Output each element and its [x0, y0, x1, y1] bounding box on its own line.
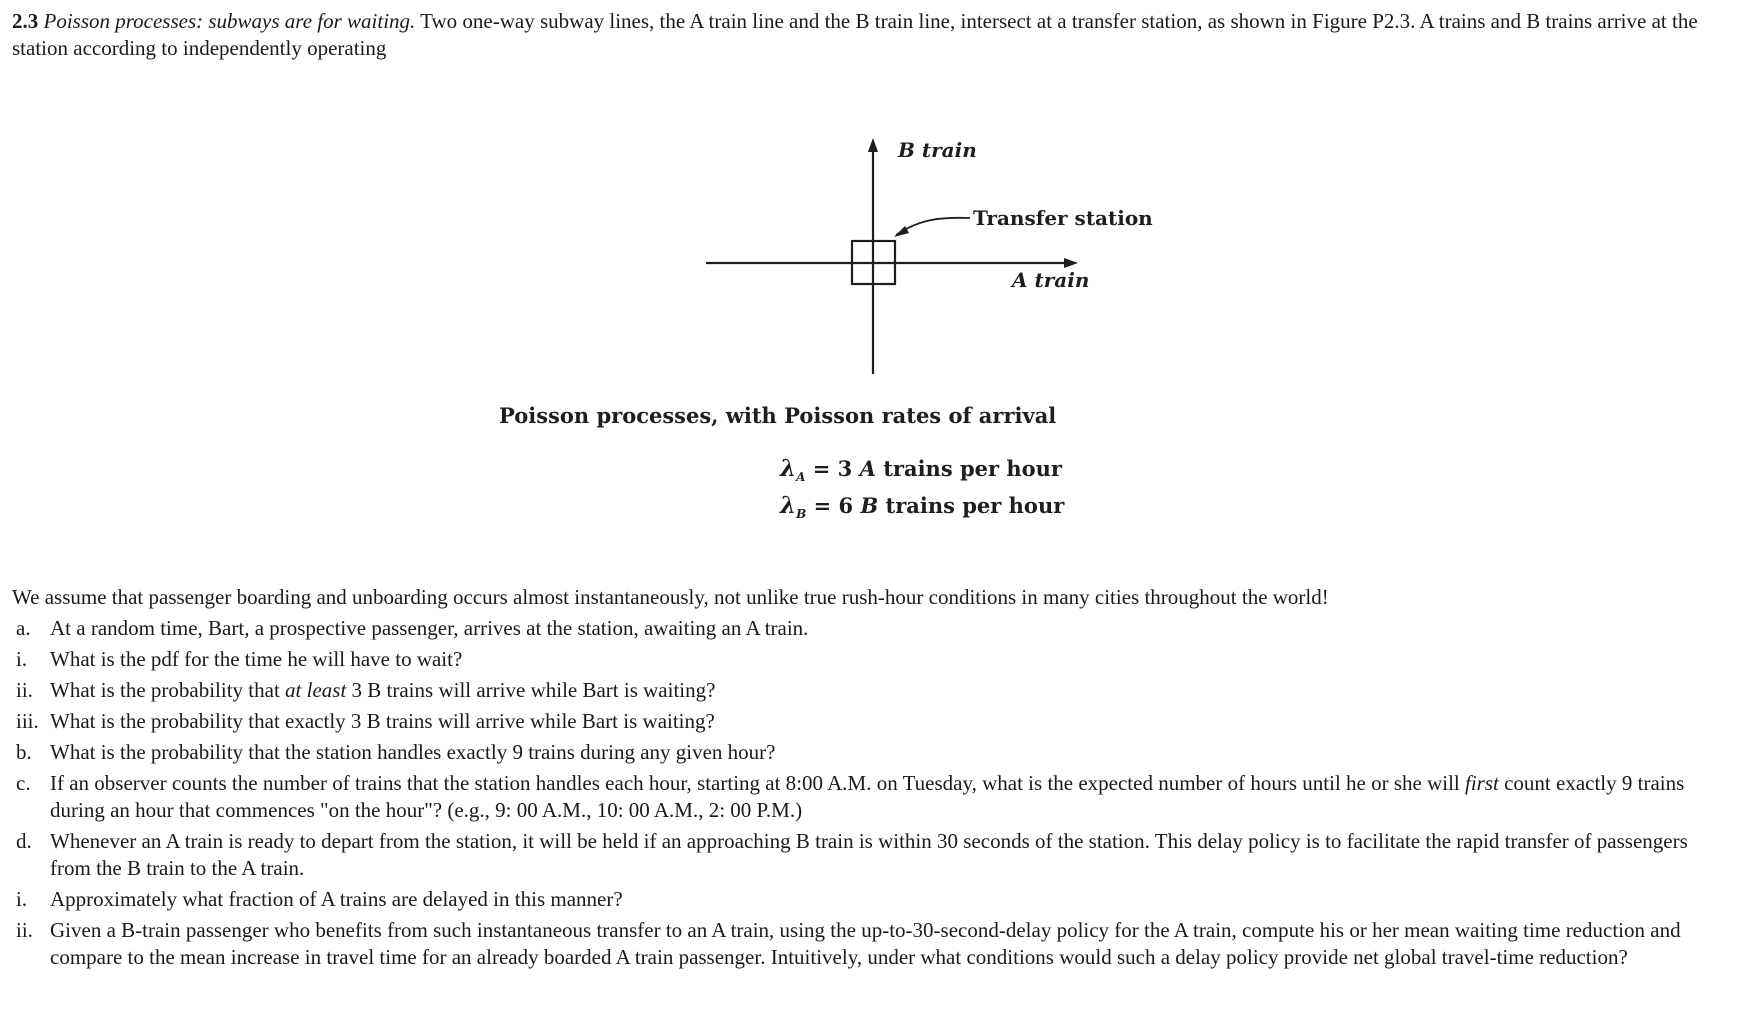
- list-item: iii. What is the probability that exactly 3 B trains will arrive while Bart is waiting?: [16, 709, 715, 733]
- b-train-label: B train: [898, 138, 977, 162]
- b-train-arrowhead: [868, 138, 878, 152]
- list-item: d. Whenever an A train is ready to depart from the station, it will be held if an approaching B train is within 30 seconds of the station. This delay policy is to facilitate the rapid transfer of passengers from the B train to the A train.: [16, 829, 1688, 880]
- problem-title: Poisson processes: subways are for waiting.: [43, 9, 416, 33]
- problem-number: 2.3: [12, 9, 39, 33]
- figure-caption: Poisson processes, with Poisson rates of arrival: [499, 403, 1057, 428]
- rate-a: $\lambda_A = 3$ A trains per hour: [780, 455, 1062, 485]
- transfer-station-label: Transfer station: [973, 206, 1153, 230]
- transfer-pointer-curve: [896, 218, 970, 235]
- problem-body: [12, 583, 1732, 975]
- transfer-station-box: [852, 241, 895, 284]
- rate-b: $\lambda_B = 6$ B trains per hour: [780, 492, 1065, 522]
- transfer-pointer-arrowhead: [894, 226, 909, 237]
- a-train-arrowhead: [1064, 258, 1078, 268]
- a-train-label: A train: [1012, 268, 1090, 292]
- list-item: c. If an observer counts the number of trains that the station handles each hour, starting at 8:00 A.M. on Tuesday, what is the expected number of hours until he or she will first count exactly 9 trains during an hour that commences "on the hour"? (e.g., 9: 00 A.M., 10: 00 A.M., 2: 00 P.M.): [16, 771, 1685, 822]
- list-item: ii. Given a B-train passenger who benefits from such instantaneous transfer to an A train, using the up-to-30-second-delay policy for the A train, compute his or her mean waiting time reduction and compare to the mean increase in travel time for an already boarded A train passenger. Intuitively, under what conditions would such a delay policy provide net global travel-time reduction?: [16, 918, 1681, 969]
- problem-intro: [12, 8, 1732, 62]
- problem-intro-text: Two one-way subway lines, the A train line and the B train line, intersect at a transfer station, as shown in Figure P2.3. A trains and B trains arrive at the station according to independently operating: [12, 9, 1698, 60]
- list-item: ii. What is the probability that at least 3 B trains will arrive while Bart is waiting?: [16, 678, 716, 702]
- list-item: a. At a random time, Bart, a prospective passenger, arrives at the station, awaiting an A train.: [16, 616, 809, 640]
- list-item: i. What is the pdf for the time he will have to wait?: [16, 647, 463, 671]
- list-item: b. What is the probability that the station handles exactly 9 trains during any given hour?: [16, 740, 776, 764]
- list-item: i. Approximately what fraction of A trains are delayed in this manner?: [16, 887, 623, 911]
- assumption-text: We assume that passenger boarding and unboarding occurs almost instantaneously, not unlike true rush-hour conditions in many cities throughout the world!: [12, 585, 1329, 609]
